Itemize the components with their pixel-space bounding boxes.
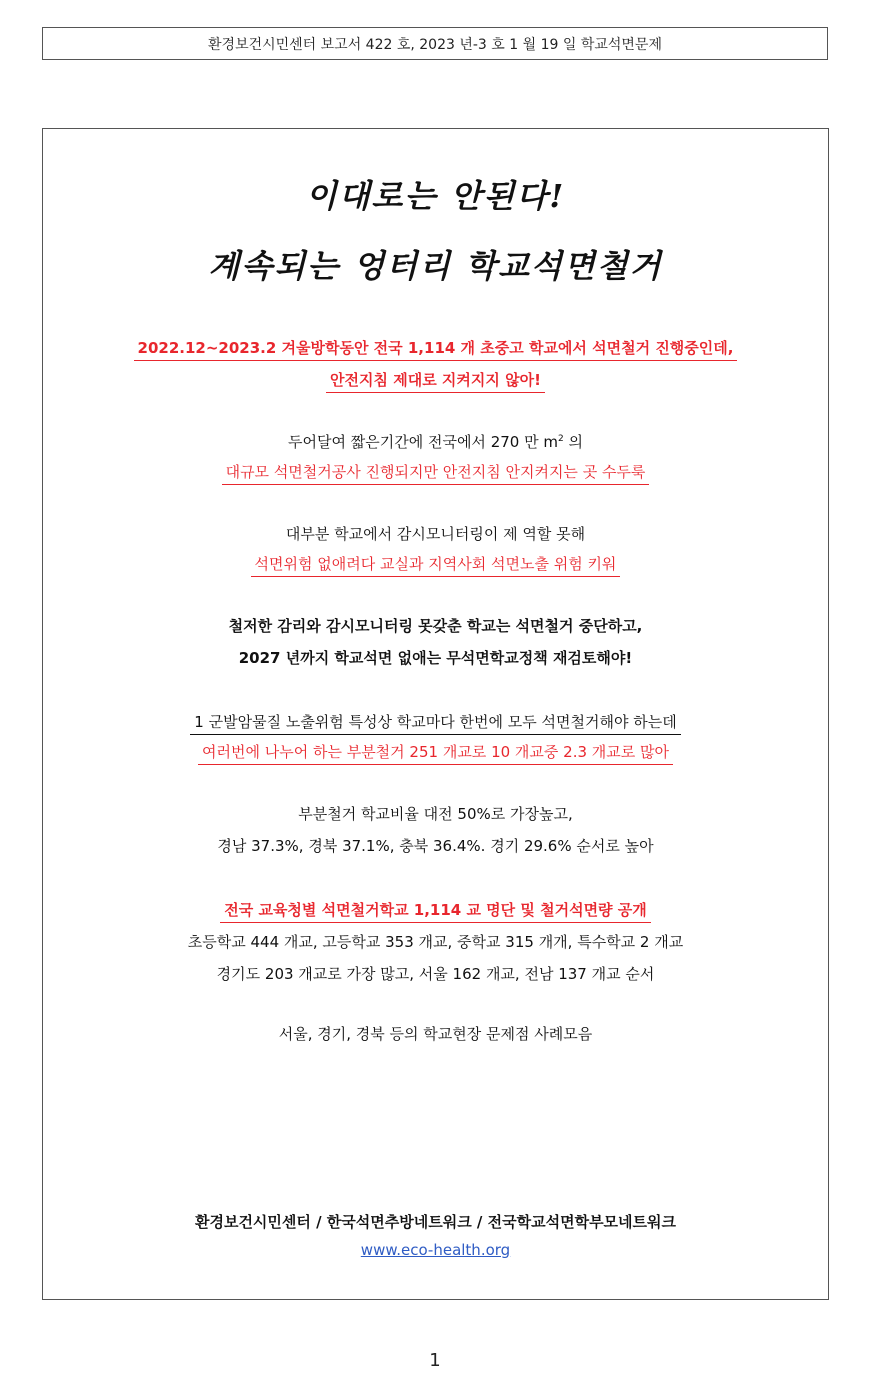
section2-line-1: 대부분 학교에서 감시모니터링이 제 역할 못해	[285, 525, 586, 543]
section6-line-1	[43, 899, 828, 923]
section5-line-2: 경남 37.3%, 경북 37.1%, 충북 36.4%. 경기 29.6% 순서로 높아	[217, 837, 654, 855]
lead-line-2	[43, 369, 828, 393]
lead-line-2-text: 안전지침 제대로 지켜지지 않아!	[326, 369, 545, 393]
title-line-1: 이대로는 안된다!	[305, 177, 566, 215]
report-header	[42, 27, 828, 60]
section1-line-1-sup: 2	[557, 434, 564, 444]
lead-line-1-text: 2022.12~2023.2 겨울방학동안 전국 1,114 개 초중고 학교에서 석면철거 진행중인데,	[134, 337, 738, 361]
footer-url[interactable]	[43, 1241, 828, 1259]
section4-line-2	[43, 741, 828, 765]
lead-line-1	[43, 337, 828, 361]
report-header-text: 환경보건시민센터 보고서 422 호, 2023 년-3 호 1 월 19 일 학교석면문제	[208, 36, 662, 53]
section1-line-2-text: 대규모 석면철거공사 진행되지만 안전지침 안지켜지는 곳 수두룩	[222, 461, 650, 485]
section1-line-1-post: 의	[563, 433, 583, 451]
page-number: 1	[429, 1350, 441, 1371]
footer-orgs: 환경보건시민센터 / 한국석면추방네트워크 / 전국학교석면학부모네트워크	[194, 1213, 677, 1231]
section4-line-1	[43, 711, 828, 735]
section6-line-2: 초등학교 444 개교, 고등학교 353 개교, 중학교 315 개개, 특수학교 2 개교	[187, 933, 684, 951]
website-link[interactable]: www.eco-health.org	[360, 1241, 511, 1259]
section1-line-2	[43, 461, 828, 485]
section5-line-1: 부분철거 학교비율 대전 50%로 가장높고,	[298, 805, 573, 823]
section7-line-1: 서울, 경기, 경북 등의 학교현장 문제점 사례모음	[278, 1025, 593, 1043]
main-content-box	[42, 128, 829, 1300]
section4-line-2-text: 여러번에 나누어 하는 부분철거 251 개교로 10 개교중 2.3 개교로 많아	[198, 741, 673, 765]
section3-line-1: 철저한 감리와 감시모니터링 못갖춘 학교는 석면철거 중단하고,	[228, 617, 643, 635]
section4-line-1-text: 1 군발암물질 노출위험 특성상 학교마다 한번에 모두 석면철거해야 하는데	[190, 711, 680, 735]
section1-line-1-pre: 두어달여 짧은기간에 전국에서 270 만 m	[288, 433, 558, 451]
section2-line-2-text: 석면위험 없애려다 교실과 지역사회 석면노출 위험 키워	[251, 553, 621, 577]
title-line-2: 계속되는 엉터리 학교석면철거	[208, 247, 663, 285]
section3-line-2: 2027 년까지 학교석면 없애는 무석면학교정책 재검토해야!	[238, 649, 633, 667]
section6-line-3: 경기도 203 개교로 가장 많고, 서울 162 개교, 전남 137 개교 순서	[216, 965, 655, 983]
section2-line-2	[43, 553, 828, 577]
section1-line-1	[43, 431, 828, 452]
section6-line-1-text: 전국 교육청별 석면철거학교 1,114 교 명단 및 철거석면량 공개	[220, 899, 651, 923]
